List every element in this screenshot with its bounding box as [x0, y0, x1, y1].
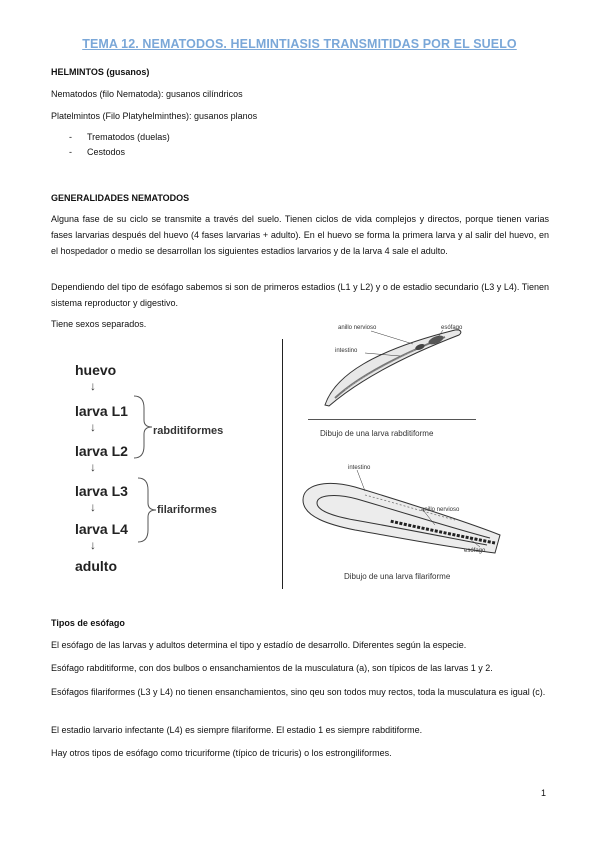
- generalidades-paragraph-3: Tiene sexos separados.: [51, 319, 147, 329]
- figure-1-caption: Dibujo de una larva rabditiforme: [320, 429, 434, 438]
- esofago-paragraph-2: Esófago rabditiforme, con dos bulbos o ensanchamientos de la musculatura (a), son típicos de las larvas 1 y 2.: [51, 663, 493, 673]
- group-filariformes: filariformes: [157, 504, 217, 516]
- esofago-paragraph-3: Esófagos filariformes (L3 y L4) no tienen ensanchamientos, sino qeu son todos muy rectos, toda la musculatura es igual (c).: [51, 687, 546, 697]
- figure-baseline: [308, 419, 476, 420]
- generalidades-paragraph-1: Alguna fase de su ciclo se transmite a través del suelo. Tienen ciclos de vida complejos y directos, porque tienen varias fases larvarias después del huevo (4 fases larvarias + adulto). En el huevo se forma la primera larva y al salir del huevo, en el hospedador o medio se desarrollan los siguientes estadios larvarios y de la larva 4 sale el adulto.: [51, 214, 549, 256]
- bullet-dash: -: [69, 132, 72, 142]
- down-arrow-icon: ↓: [90, 500, 96, 514]
- group-rabditiformes: rabditiformes: [153, 425, 224, 437]
- stage-adulto: adulto: [75, 558, 117, 574]
- esofago-paragraph-5: Hay otros tipos de esófago como tricuriforme (típico de tricuris) o los estrongiliformes.: [51, 748, 392, 758]
- stage-larva-l2: larva L2: [75, 443, 128, 459]
- label-esofago: esófago: [464, 548, 486, 554]
- tipos-esofago-heading: Tipos de esófago: [51, 618, 125, 628]
- bullet-cestodos: Cestodos: [87, 147, 126, 157]
- bullet-dash: -: [69, 147, 72, 157]
- platelmintos-line: Platelmintos (Filo Platyhelminthes): gusanos planos: [51, 111, 258, 121]
- stage-huevo: huevo: [75, 362, 117, 378]
- page-title: TEMA 12. NEMATODOS. HELMINTIASIS TRANSMITIDAS POR EL SUELO: [82, 37, 517, 51]
- page-number: 1: [541, 788, 547, 798]
- rabditiform-larva-illustration: [315, 320, 475, 410]
- bullet-trematodos: Trematodos (duelas): [87, 132, 170, 142]
- down-arrow-icon: ↓: [90, 538, 96, 552]
- divider-line: [282, 339, 283, 589]
- stage-larva-l4: larva L4: [75, 521, 128, 537]
- nematodos-line: Nematodos (filo Nematoda): gusanos cilíndricos: [51, 89, 243, 99]
- esofago-paragraph-1: El esófago de las larvas y adultos determina el tipo y estadío de desarrollo. Diferentes según la especie.: [51, 640, 467, 650]
- down-arrow-icon: ↓: [90, 379, 96, 393]
- label-intestino: intestino: [335, 348, 358, 354]
- down-arrow-icon: ↓: [90, 460, 96, 474]
- esofago-paragraph-4: El estadio larvario infectante (L4) es siempre filariforme. El estadio 1 es siempre rabditiforme.: [51, 725, 423, 735]
- stage-larva-l3: larva L3: [75, 483, 128, 499]
- generalidades-paragraph-2: Dependiendo del tipo de esófago sabemos si son de primeros estadios (L1 y L2) y o de estadio secundario (L3 y L4). Tienen sistema reproductor y digestivo.: [51, 282, 549, 308]
- figure-2-caption: Dibujo de una larva filariforme: [344, 572, 451, 581]
- helmintos-heading: HELMINTOS (gusanos): [51, 67, 150, 77]
- generalidades-heading: GENERALIDADES NEMATODOS: [51, 193, 190, 203]
- label-intestino: intestino: [348, 465, 371, 471]
- stage-larva-l1: larva L1: [75, 403, 128, 419]
- down-arrow-icon: ↓: [90, 420, 96, 434]
- label-esofago: esófago: [441, 325, 463, 331]
- label-anillo-nervioso: anillo nervioso: [421, 507, 460, 513]
- label-anillo-nervioso: anillo nervioso: [338, 325, 377, 331]
